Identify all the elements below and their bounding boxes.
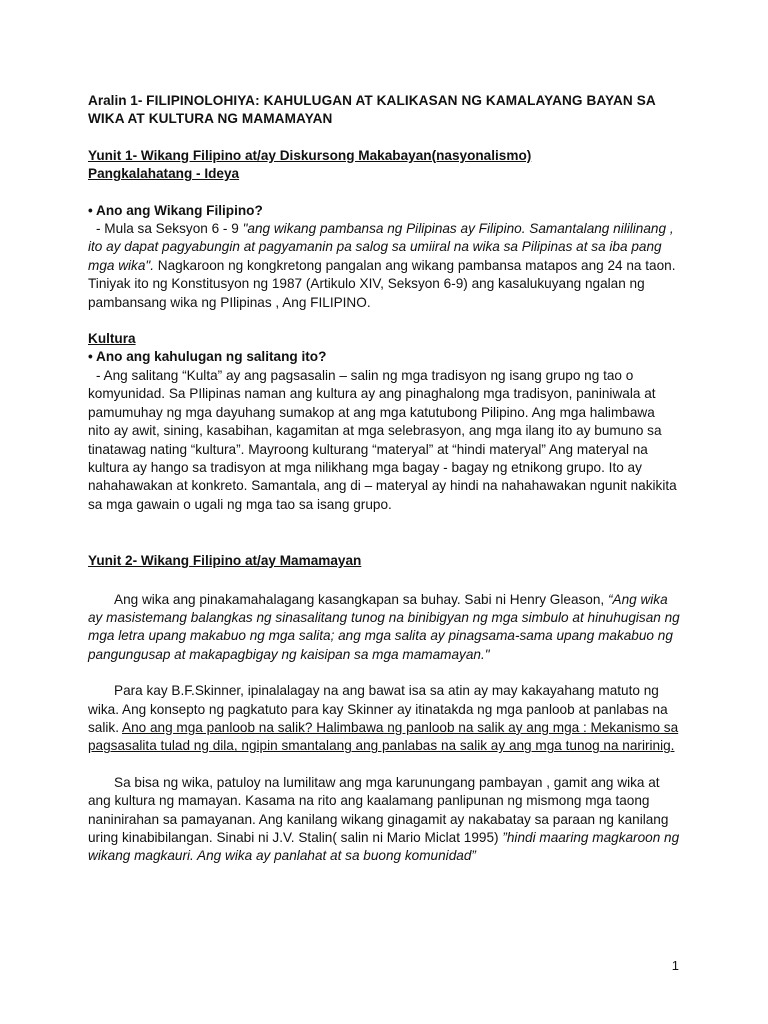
unit1-paragraph-quote: "ang wikang pambansa ng Pilipinas ay Filipino. Samantalang nililinang , ito ay dapat pagyabungin at pagyamanin pa salog sa umiiral na wika sa Pilipinas at sa iba pang mga wika". [88,221,674,273]
unit1-heading-line1: Yunit 1- Wikang Filipino at/ay Diskursong Makabayan(nasyonalismo) [88,147,532,163]
unit2-heading: Yunit 2- Wikang Filipino at/ay Mamamayan [88,553,362,569]
unit1-heading-line2: Pangkalahatang - Ideya [88,166,240,182]
unit2-paragraph-2 [88,682,680,756]
kultura-question: • Ano ang kahulugan ng salitang ito? [88,349,327,365]
unit2-paragraph-3 [88,774,680,866]
unit2-paragraph-1-lead: Ang wika ang pinakamahalagang kasangkapan sa buhay. Sabi ni Henry Gleason, [114,591,608,607]
unit2-paragraph-3-lead: Sa bisa ng wika, patuloy na lumilitaw ang mga karunungang pambayan , gamit ang wika at ang kultura ng mamayan. Kasama na rito ang kaalamang panlipunan ng mismong mga taong naninirahan sa pamayanan. Ang kanilang wikang ginagamit ay nakabatay sa paraan ng kanilang uring kinabibilangan. Sinabi ni J.V. Stalin( salin ni Mario Miclat 1995) [88,774,669,845]
unit1-question: • Ano ang Wikang Filipino? [88,202,263,218]
kultura-heading: Kultura [88,331,136,347]
unit2-paragraph-3-quote: ”hindi maaring magkaroon ng wikang magkauri. Ang wika ay panlahat at sa buong komunidad” [88,830,680,864]
lesson-title-text: FILIPINOLOHIYA: KAHULUGAN AT KALIKASAN NG KAMALAYANG BAYAN SA WIKA AT KULTURA NG MAMAMAYAN [88,93,656,127]
lesson-title [88,92,680,129]
unit1-paragraph-rest: Nagkaroon ng kongkretong pangalan ang wikang pambansa matapos ang 24 na taon. Tiniyak ito ng Konstitusyon ng 1987 (Artikulo XIV, Seksyon 6-9) ang kasalukuyang ngalan ng pambansang wika ng PIlipinas , Ang FILIPINO. [88,257,676,310]
unit2-paragraph-1-quote: “Ang wika ay masistemang balangkas ng sinasalitang tunog na binibigyan ng mga simbulo at hinuhugisan ng mga letra upang makabuo ng mga salita; ang mga salita ay pinagsama-sama upang makabuo ng pangungusap at makapagbigay ng kaisipan sa mga mamamayan." [88,591,680,662]
lesson-title-prefix: Aralin 1- [88,93,147,108]
kultura-paragraph: - Ang salitang “Kulta” ay ang pagsasalin – salin ng mga tradisyon ng isang grupo ng tao o komyunidad. Sa PIlipinas naman ang kultura ay ang pinaghalong mga tradisyon, paniniwala at pamumuhay ng mga dayuhang sumakop at ang mga katutubong Pilipino. Ang mga halimbawa nito ay awit, sining, kasabihan, kagamitan at mga selebrasyon, ang mga ilang ito ay bumuno sa tinatawag nating “kultura”. Mayroong kulturang “materyal” at “hindi materyal” Ang materyal na kultura ay hango sa tradisyon at mga nilikhang mga bagay - bagay ng etnikong grupo. Ito ay nahahawakan at konkreto. Samantala, ang di – materyal ay hindi na nahahawakan ngunit nakikita sa mga gawain o ugali ng mga tao sa isang grupo. [88,367,677,512]
document-page [88,92,680,866]
unit2-paragraph-1 [88,591,680,665]
unit2-paragraph-2-lead: Para kay B.F.Skinner, ipinalalagay na ang bawat isa sa atin ay may kakayahang matuto ng wika. Ang konsepto ng pagkatuto para kay Skinner ay itinatakda ng mga panloob at panlabas na salik. [88,683,668,735]
unit1-paragraph-lead: - Mula sa Seksyon 6 - 9 [96,221,243,237]
unit2-paragraph-2-underlined: Ano ang mga panloob na salik? Halimbawa ng panloob na salik ay ang mga : Mekanismo sa pagsasalita tulad ng dila, ngipin smantalang ang panlabas na salik ay ang mga tunog na naririnig. [88,719,679,754]
page-number: 1 [671,958,679,973]
unit1-paragraph [88,220,680,312]
